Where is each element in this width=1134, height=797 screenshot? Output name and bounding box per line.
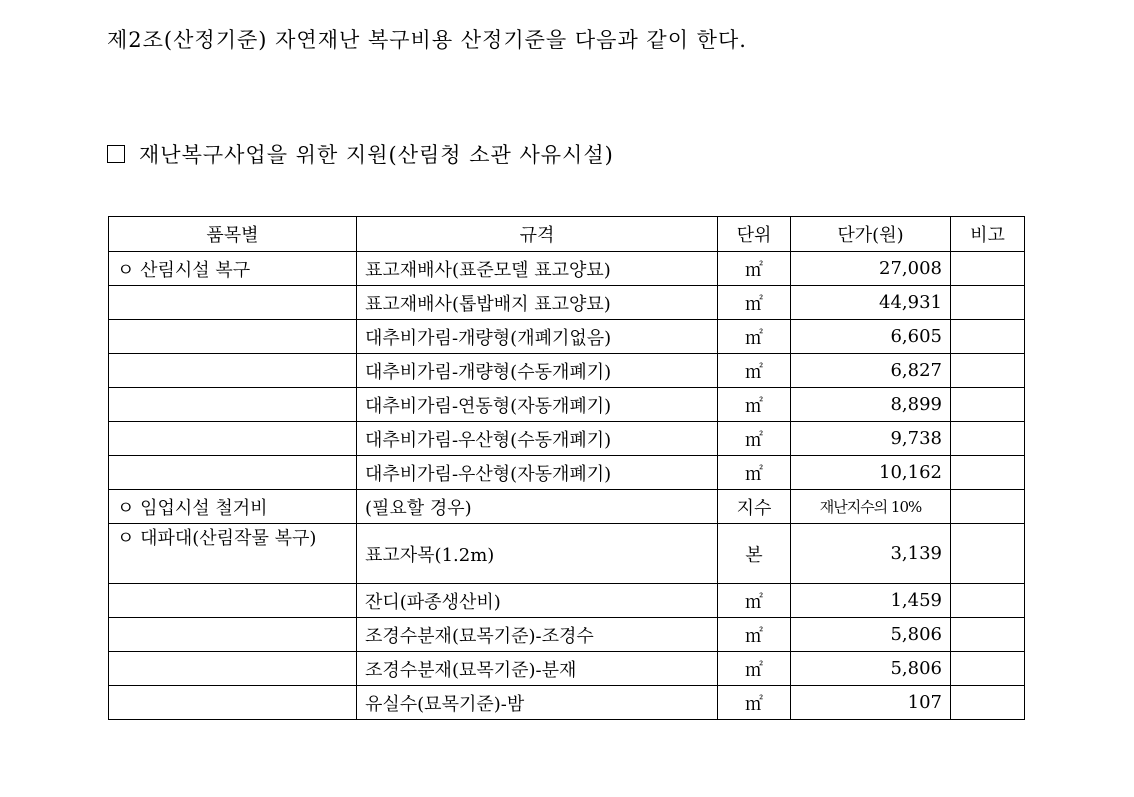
price-cell: 9,738 [791,422,951,456]
spec-cell: 잔디(파종생산비) [357,584,718,618]
spec-cell: 유실수(묘목기준)-밤 [357,686,718,720]
note-cell [951,388,1025,422]
spec-cell: 대추비가림-우산형(수동개폐기) [357,422,718,456]
item-cell [109,456,357,490]
table-row [109,456,1025,490]
item-cell: ㅇ 산림시설 복구 [109,252,357,286]
spec-cell: (필요할 경우) [357,490,718,524]
spec-cell: 조경수분재(묘목기준)-조경수 [357,618,718,652]
table-row [109,490,1025,524]
header-unit: 단위 [718,217,791,252]
table-row [109,422,1025,456]
note-cell [951,320,1025,354]
unit-cell: ㎡ [718,286,791,320]
cost-table [108,216,1025,720]
unit-cell: 지수 [718,490,791,524]
table-row [109,618,1025,652]
table-row [109,388,1025,422]
price-cell: 27,008 [791,252,951,286]
price-cell: 3,139 [791,524,951,584]
item-cell [109,388,357,422]
item-cell [109,686,357,720]
header-item: 품목별 [109,217,357,252]
table-header-row [109,217,1025,252]
unit-cell: ㎡ [718,652,791,686]
note-cell [951,286,1025,320]
unit-cell: 본 [718,524,791,584]
spec-cell: 표고자목(1.2m) [357,524,718,584]
note-cell [951,252,1025,286]
table-row [109,354,1025,388]
item-cell [109,618,357,652]
spec-cell: 대추비가림-연동형(자동개폐기) [357,388,718,422]
header-note: 비고 [951,217,1025,252]
price-cell: 8,899 [791,388,951,422]
item-cell [109,652,357,686]
price-cell: 107 [791,686,951,720]
note-cell [951,490,1025,524]
spec-cell: 대추비가림-개량형(수동개폐기) [357,354,718,388]
price-cell: 10,162 [791,456,951,490]
price-cell: 44,931 [791,286,951,320]
article-heading: 제2조(산정기준) 자연재난 복구비용 산정기준을 다음과 같이 한다. [107,28,747,52]
item-cell [109,422,357,456]
table-row [109,524,1025,584]
price-cell: 6,605 [791,320,951,354]
header-price: 단가(원) [791,217,951,252]
note-cell [951,652,1025,686]
price-cell: 1,459 [791,584,951,618]
note-cell [951,524,1025,584]
checkbox-square-icon [107,145,125,163]
table-row [109,252,1025,286]
section-title-text: 재난복구사업을 위한 지원(산림청 소관 사유시설) [139,143,614,167]
item-cell: ㅇ 대파대(산림작물 복구) [109,524,357,584]
unit-cell: ㎡ [718,388,791,422]
price-cell: 5,806 [791,652,951,686]
item-cell: ㅇ 임업시설 철거비 [109,490,357,524]
note-cell [951,584,1025,618]
unit-cell: ㎡ [718,686,791,720]
unit-cell: ㎡ [718,584,791,618]
item-cell [109,286,357,320]
table-row [109,652,1025,686]
table-row [109,320,1025,354]
note-cell [951,354,1025,388]
price-cell: 6,827 [791,354,951,388]
spec-cell: 대추비가림-우산형(자동개폐기) [357,456,718,490]
price-cell: 재난지수의 10% [791,490,951,524]
section-title [107,139,614,169]
unit-cell: ㎡ [718,422,791,456]
item-cell [109,354,357,388]
table-row [109,686,1025,720]
unit-cell: ㎡ [718,354,791,388]
item-cell [109,584,357,618]
table-row [109,286,1025,320]
note-cell [951,618,1025,652]
note-cell [951,456,1025,490]
item-cell [109,320,357,354]
unit-cell: ㎡ [718,252,791,286]
note-cell [951,422,1025,456]
spec-cell: 대추비가림-개량형(개폐기없음) [357,320,718,354]
price-cell: 5,806 [791,618,951,652]
spec-cell: 조경수분재(묘목기준)-분재 [357,652,718,686]
header-spec: 규격 [357,217,718,252]
note-cell [951,686,1025,720]
unit-cell: ㎡ [718,320,791,354]
unit-cell: ㎡ [718,618,791,652]
spec-cell: 표고재배사(톱밥배지 표고양묘) [357,286,718,320]
unit-cell: ㎡ [718,456,791,490]
table-row [109,584,1025,618]
spec-cell: 표고재배사(표준모델 표고양묘) [357,252,718,286]
